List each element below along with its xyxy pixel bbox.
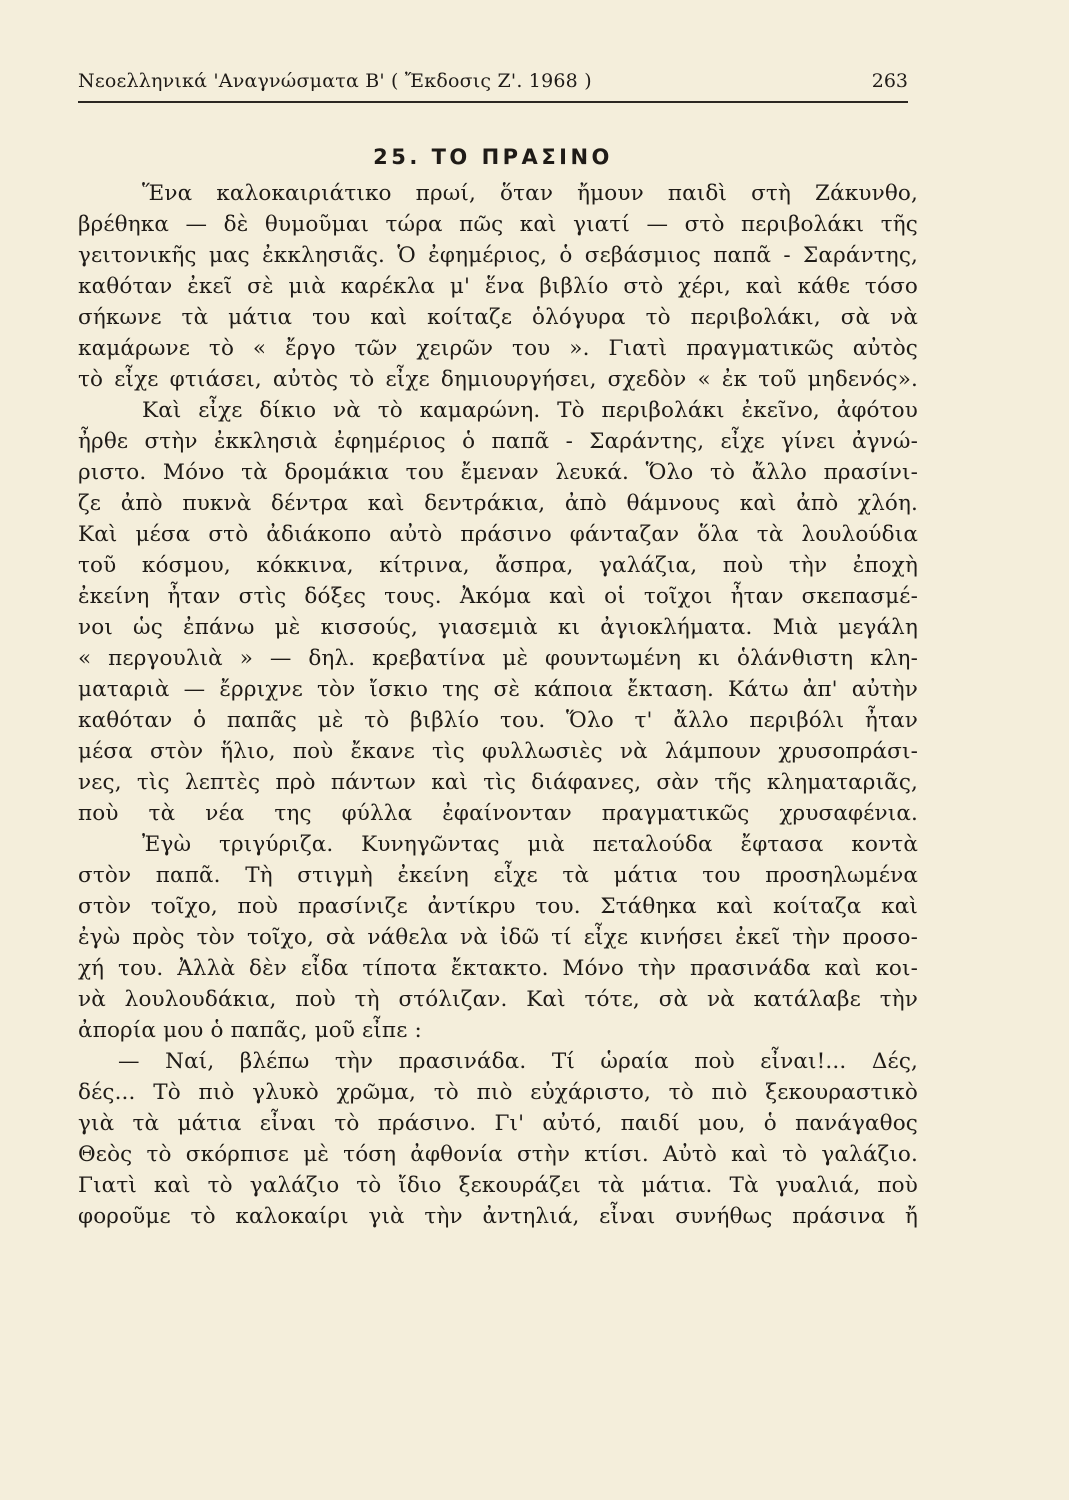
text-line: ριστο. Μόνο τὰ δρομάκια του ἔμεναν λευκά. Ὅλο τὸ ἄλλο πρασίνι- [78,460,918,485]
text-line: στὸν τοῖχο, ποὺ πρασίνιζε ἀντίκρυ του. Στάθηκα καὶ κοίταζα καὶ [78,894,918,919]
text-line: ἦρθε στὴν ἐκκλησιὰ ἐφημέριος ὁ παπᾶ - Σαράντης, εἶχε γίνει ἀγνώ- [78,429,918,454]
text-line: Ἐγὼ τριγύριζα. Κυνηγῶντας μιὰ πεταλούδα ἔφτασα κοντὰ [142,832,918,857]
text-line: γειτονικῆς μας ἐκκλησιᾶς. Ὁ ἐφημέριος, ὁ σεβάσμιος παπᾶ - Σαράντης, [78,243,918,268]
text-line: γιὰ τὰ μάτια εἶναι τὸ πράσινο. Γι' αὐτό, παιδί μου, ὁ πανάγαθος [78,1111,918,1136]
text-line: « περγουλιὰ » — δηλ. κρεβατίνα μὲ φουντωμένη κι ὁλάνθιστη κλη- [78,646,918,671]
text-line: τὸ εἶχε φτιάσει, αὐτὸς τὸ εἶχε δημιουργήσει, σχεδὸν « ἐκ τοῦ μηδενός». [78,367,918,392]
text-line: νες, τὶς λεπτὲς πρὸ πάντων καὶ τὶς διάφανες, σὰν τῆς κληματαριᾶς, [78,770,918,795]
text-line: Θεὸς τὸ σκόρπισε μὲ τόση ἀφθονία στὴν κτίσι. Αὐτὸ καὶ τὸ γαλάζιο. [78,1142,918,1167]
text-line: βρέθηκα — δὲ θυμοῦμαι τώρα πῶς καὶ γιατί — στὸ περιβολάκι τῆς [78,212,918,237]
text-line: ζε ἀπὸ πυκνὰ δέντρα καὶ δεντράκια, ἀπὸ θάμνους καὶ ἀπὸ χλόη. [78,491,918,516]
text-line: Καὶ μέσα στὸ ἀδιάκοπο αὐτὸ πράσινο φάνταζαν ὅλα τὰ λουλούδια [78,522,918,547]
text-line: νοι ὡς ἐπάνω μὲ κισσούς, γιασεμιὰ κι ἀγιοκλήματα. Μιὰ μεγάλη [78,615,918,640]
chapter-title: 25. ΤΟ ΠΡΑΣΙΝΟ [373,145,613,169]
text-line: ποὺ τὰ νέα της φύλλα ἐφαίνονταν πραγματικῶς χρυσαφένια. [78,801,918,826]
text-line: ἐγὼ πρὸς τὸν τοῖχο, σὰ νάθελα νὰ ἰδῶ τί εἶχε κινήσει ἐκεῖ τὴν προσο- [78,925,918,950]
text-line: μέσα στὸν ἥλιο, ποὺ ἔκανε τὶς φυλλωσιὲς νὰ λάμπουν χρυσοπράσι- [78,739,918,764]
text-line: καθόταν ὁ παπᾶς μὲ τὸ βιβλίο του. Ὅλο τ' ἄλλο περιβόλι ἦταν [78,708,918,733]
page-number: 263 [871,70,908,92]
text-line: Ἕνα καλοκαιριάτικο πρωί, ὅταν ἤμουν παιδὶ στὴ Ζάκυνθο, [142,181,918,206]
text-line: Καὶ εἶχε δίκιο νὰ τὸ καμαρώνη. Τὸ περιβολάκι ἐκεῖνο, ἀφότου [142,398,918,423]
text-line: καθόταν ἐκεῖ σὲ μιὰ καρέκλα μ' ἕνα βιβλίο στὸ χέρι, καὶ κάθε τόσο [78,274,918,299]
running-head [78,70,908,98]
text-line: ἀπορία μου ὁ παπᾶς, μοῦ εἶπε : [78,1018,422,1043]
text-line: σήκωνε τὰ μάτια του καὶ κοίταζε ὁλόγυρα τὸ περιβολάκι, σὰ νὰ [78,305,918,330]
text-line: — Ναί, βλέπω τὴν πρασινάδα. Τί ὡραία ποὺ εἶναι!... Δές, [118,1049,918,1074]
text-line: φοροῦμε τὸ καλοκαίρι γιὰ τὴν ἀντηλιά, εἶναι συνήθως πράσινα ἤ [78,1204,918,1229]
running-title: Νεοελληνικά 'Αναγνώσματα Β' ( Ἔκδοσις Ζ'. 1968 ) [78,70,592,92]
text-line: ματαριὰ — ἔρριχνε τὸν ἴσκιο της σὲ κάποια ἔκταση. Κάτω ἀπ' αὐτὴν [78,677,918,702]
text-line: δές... Τὸ πιὸ γλυκὸ χρῶμα, τὸ πιὸ εὐχάριστο, τὸ πιὸ ξεκουραστικὸ [78,1080,918,1105]
text-line: νὰ λουλουδάκια, ποὺ τὴ στόλιζαν. Καὶ τότε, σὰ νὰ κατάλαβε τὴν [78,987,918,1012]
text-line: ἐκείνη ἦταν στὶς δόξες τους. Ἀκόμα καὶ οἱ τοῖχοι ἦταν σκεπασμέ- [78,584,918,609]
header-rule [78,101,908,103]
body-text [78,178,918,1232]
text-line: χή του. Ἀλλὰ δὲν εἶδα τίποτα ἔκτακτο. Μόνο τὴν πρασινάδα καὶ κοι- [78,956,918,981]
text-line: στὸν παπᾶ. Τὴ στιγμὴ ἐκείνη εἶχε τὰ μάτια του προσηλωμένα [78,863,918,888]
text-line: τοῦ κόσμου, κόκκινα, κίτρινα, ἄσπρα, γαλάζια, ποὺ τὴν ἐποχὴ [78,553,918,578]
text-line: Γιατὶ καὶ τὸ γαλάζιο τὸ ἴδιο ξεκουράζει τὰ μάτια. Τὰ γυαλιά, ποὺ [78,1173,918,1198]
text-line: καμάρωνε τὸ « ἔργο τῶν χειρῶν του ». Γιατὶ πραγματικῶς αὐτὸς [78,336,918,361]
